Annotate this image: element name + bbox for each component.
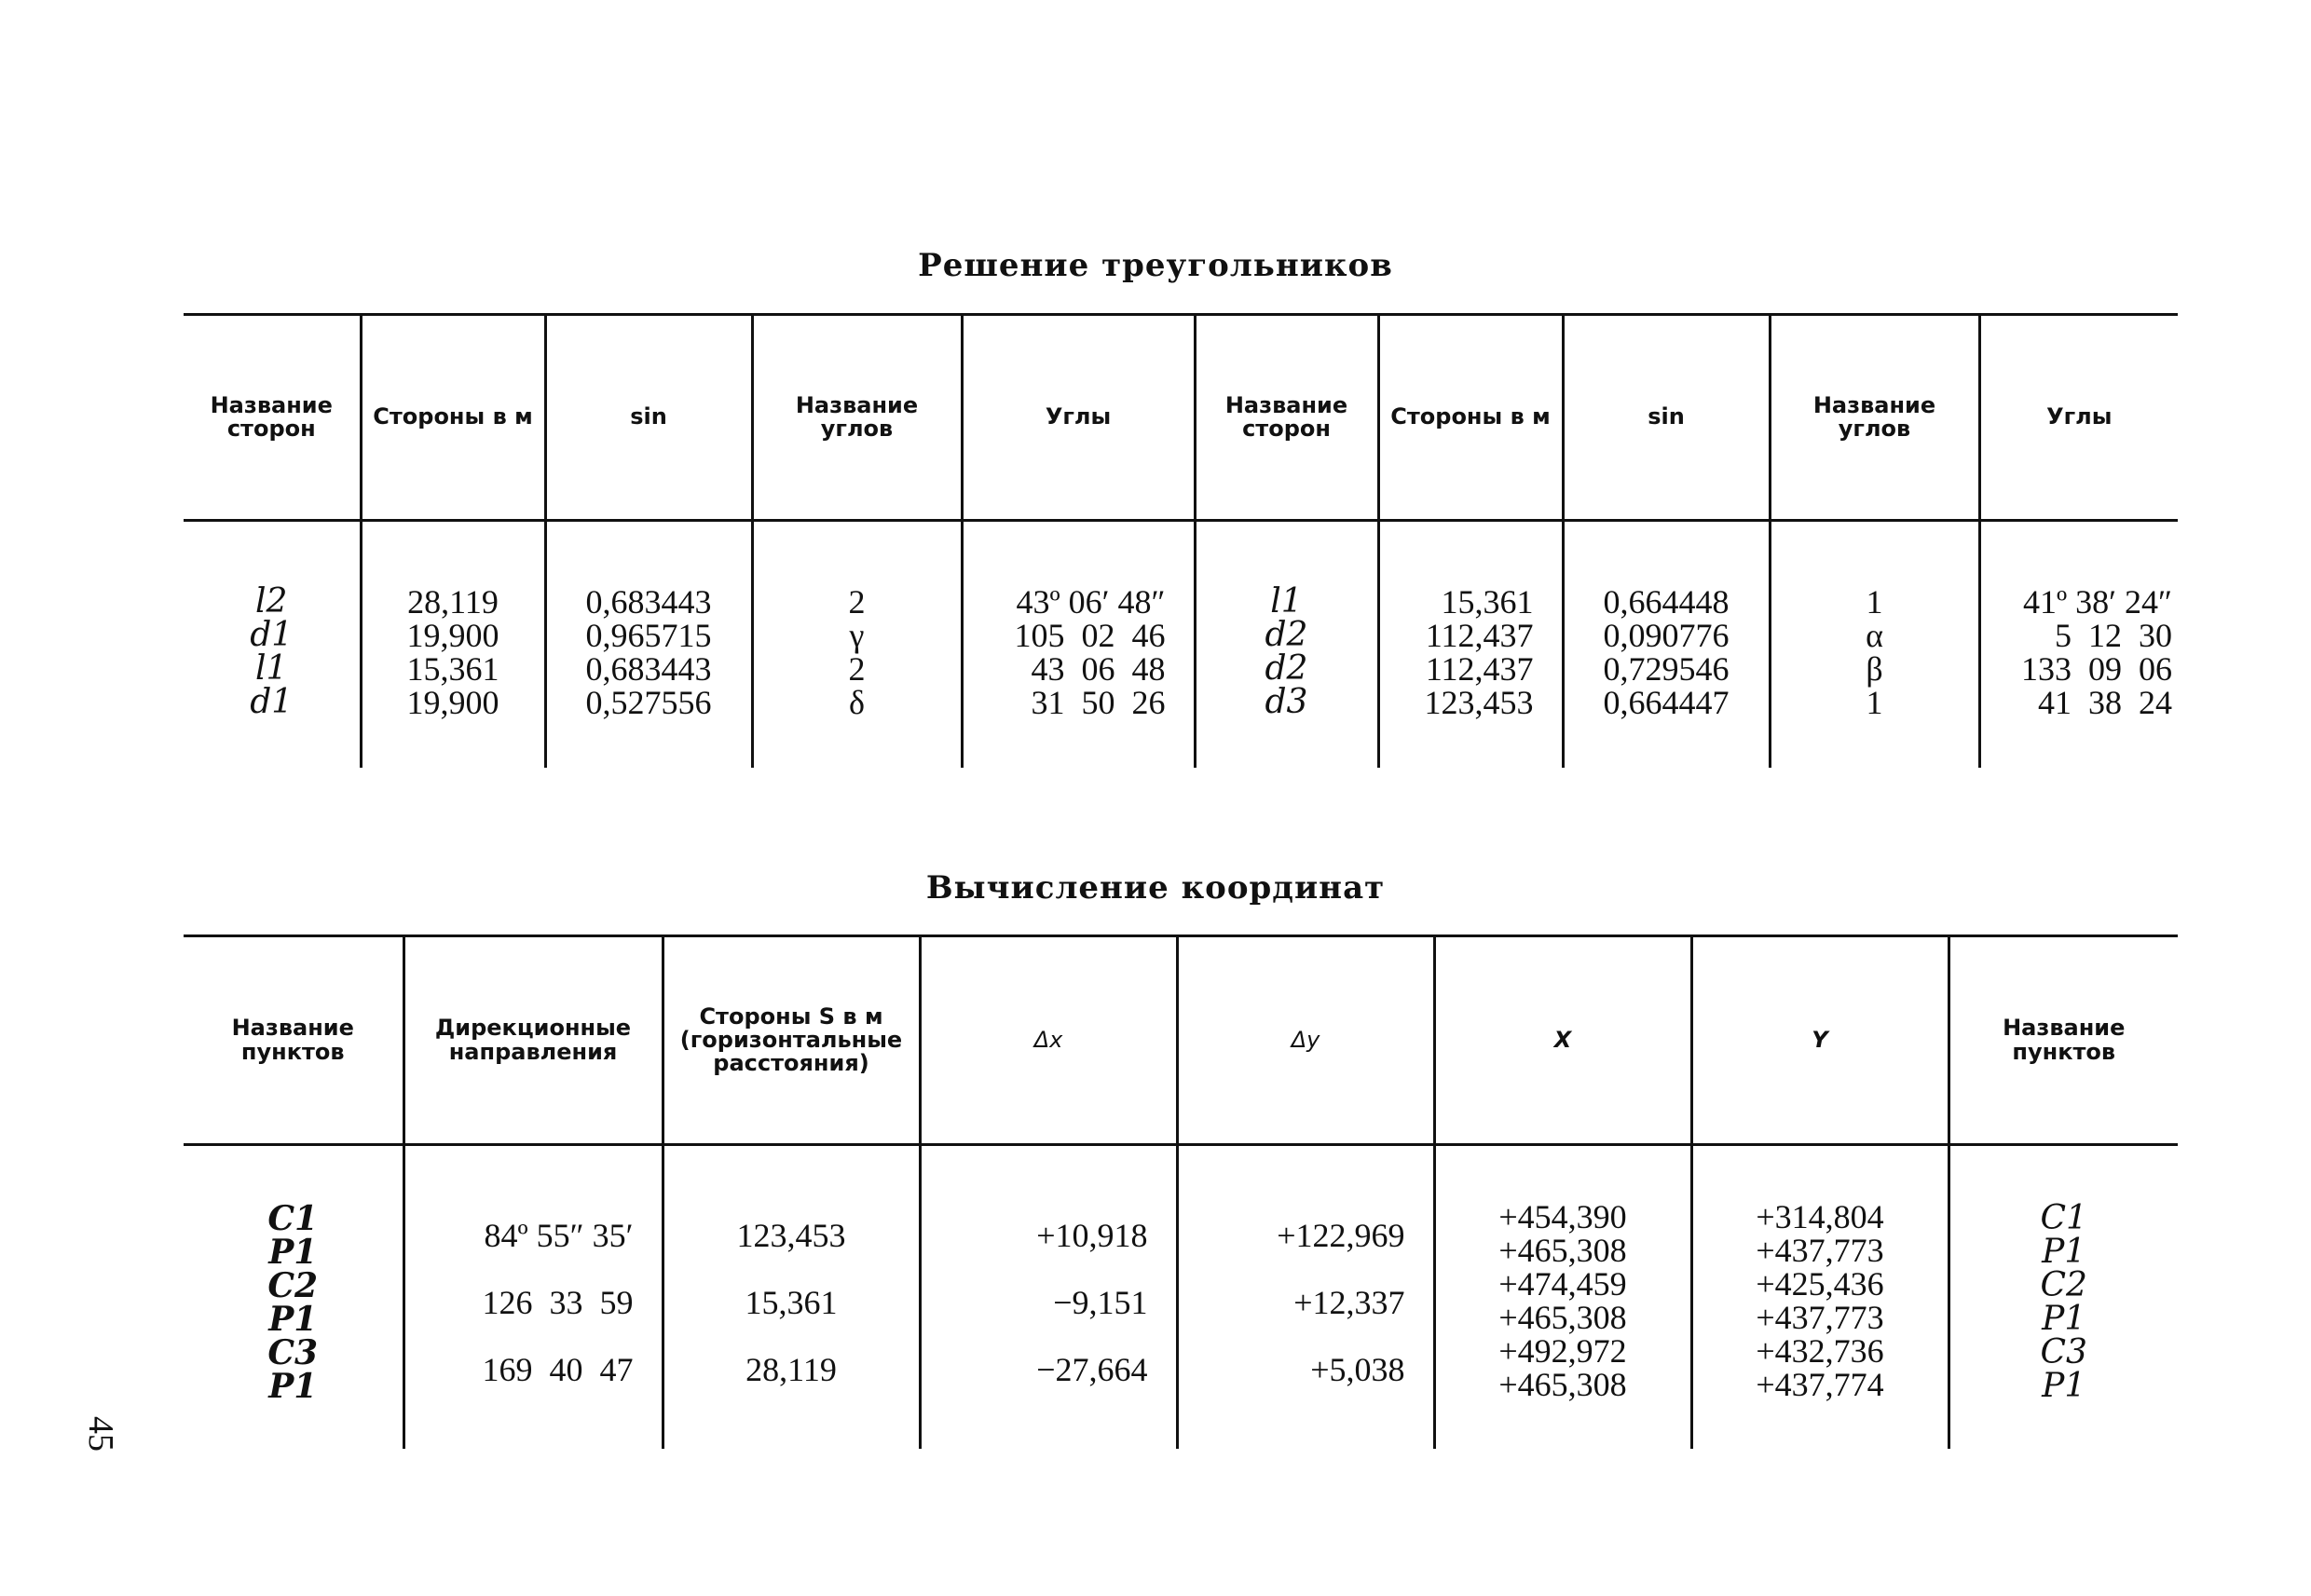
- x-cell: [1434, 1145, 1691, 1449]
- angle-name: β: [1866, 650, 1883, 688]
- header-point-name-2: Название пунктов: [1949, 936, 2178, 1145]
- x-value: +465,308: [1498, 1232, 1627, 1269]
- header-directions: Дирекционные направления: [403, 936, 663, 1145]
- side-name: d2: [1265, 616, 1308, 654]
- header-dx: Δx: [920, 936, 1177, 1145]
- header-angles-2: Углы: [1979, 315, 2178, 521]
- x-value: +454,390: [1498, 1198, 1627, 1235]
- angle-value: 43º 06′ 48″: [1016, 583, 1166, 621]
- x-value: +492,972: [1498, 1332, 1627, 1370]
- x-value: +474,459: [1498, 1265, 1627, 1303]
- side-value: 123,453: [1424, 684, 1534, 721]
- angle-name: 2: [848, 583, 866, 621]
- side-value: 112,437: [1425, 650, 1534, 688]
- side-name: l2: [255, 582, 288, 621]
- side-value: 19,900: [406, 617, 499, 654]
- side-value: 15,361: [406, 650, 499, 688]
- dx-value: −9,151: [1053, 1284, 1148, 1321]
- point-name: P1: [268, 1300, 318, 1339]
- side-name: d1: [250, 683, 294, 721]
- dy-value: +122,969: [1277, 1217, 1405, 1254]
- header-side-name: Название сторон: [184, 315, 361, 521]
- angle-name: 2: [848, 650, 866, 688]
- point-name: C3: [2040, 1333, 2087, 1371]
- direction-value: 84º 55″ 35′: [484, 1217, 634, 1254]
- header-angle-name-2: Название углов: [1770, 315, 1979, 521]
- angle-value: 5 12 30: [2055, 617, 2172, 654]
- header-sin-2: sin: [1563, 315, 1770, 521]
- triangles-title: Решение треугольников: [918, 247, 1393, 284]
- angle-name: γ: [849, 617, 865, 654]
- side-name: d1: [250, 616, 294, 654]
- header-dy: Δy: [1177, 936, 1434, 1145]
- side-value: 112,437: [1425, 617, 1534, 654]
- y-value: +425,436: [1756, 1265, 1884, 1303]
- sin-value: 0,729546: [1603, 650, 1730, 688]
- point-name: P1: [2042, 1300, 2086, 1338]
- angle-name: 1: [1866, 583, 1883, 621]
- side-name: l1: [1270, 582, 1303, 621]
- sin-value: 0,965715: [585, 617, 712, 654]
- point-name: C1: [267, 1199, 319, 1238]
- coordinates-title: Вычисление координат: [925, 869, 1386, 907]
- angle-value: 41º 38′ 24″: [2022, 583, 2172, 621]
- side-name: d2: [1265, 649, 1308, 688]
- point-name: C2: [2040, 1266, 2087, 1304]
- angle-name: δ: [849, 684, 865, 721]
- sin-value: 0,683443: [585, 583, 712, 621]
- point-name: P1: [2042, 1233, 2086, 1271]
- dx-value: +10,918: [1036, 1217, 1148, 1254]
- x-value: +465,308: [1498, 1299, 1627, 1336]
- dy-cell: [1177, 1145, 1434, 1449]
- angle-value: 43 06 48: [1031, 650, 1166, 688]
- header-sin: sin: [545, 315, 752, 521]
- header-sides-m-2: Стороны в м: [1378, 315, 1563, 521]
- point-name: C2: [267, 1266, 319, 1305]
- point-name: C1: [2040, 1199, 2087, 1237]
- side-value: 19,900: [406, 684, 499, 721]
- points-cell: [184, 1145, 403, 1449]
- direction-value: 169 40 47: [482, 1351, 634, 1388]
- page-number: 45: [81, 1416, 120, 1452]
- right-angles-cell: [1979, 521, 2178, 768]
- left-sides-cell: [361, 521, 545, 768]
- y-value: +314,804: [1756, 1198, 1884, 1235]
- dx-cell: [920, 1145, 1177, 1449]
- side-value: 15,361: [1441, 583, 1534, 621]
- header-sides-m: Стороны в м: [361, 315, 545, 521]
- sin-value: 0,090776: [1603, 617, 1730, 654]
- header-side-name-2: Название сторон: [1195, 315, 1378, 521]
- right-side-names-cell: [1195, 521, 1378, 768]
- sin-value: 0,527556: [585, 684, 712, 721]
- y-value: +432,736: [1756, 1332, 1884, 1370]
- left-sin-cell: [545, 521, 752, 768]
- triangles-table: [184, 313, 2178, 768]
- side-s-value: 123,453: [736, 1217, 846, 1254]
- header-y: Y: [1691, 936, 1949, 1145]
- left-angle-names-cell: [752, 521, 962, 768]
- angle-value: 105 02 46: [1014, 617, 1166, 654]
- sin-value: 0,683443: [585, 650, 712, 688]
- y-value: +437,773: [1756, 1232, 1884, 1269]
- left-side-names-cell: [184, 521, 361, 768]
- directions-cell: [403, 1145, 663, 1449]
- angle-value: 133 09 06: [2021, 650, 2172, 688]
- x-value: +465,308: [1498, 1366, 1627, 1403]
- points-right-cell: [1949, 1145, 2178, 1449]
- y-value: +437,773: [1756, 1299, 1884, 1336]
- side-name: l1: [255, 649, 288, 688]
- angle-value: 41 38 24: [2038, 684, 2172, 721]
- point-name: P1: [2042, 1367, 2086, 1405]
- left-angles-cell: [962, 521, 1195, 768]
- header-angle-name: Название углов: [752, 315, 962, 521]
- header-x: X: [1434, 936, 1691, 1145]
- angle-name: 1: [1866, 684, 1883, 721]
- sin-value: 0,664447: [1603, 684, 1730, 721]
- right-sin-cell: [1563, 521, 1770, 768]
- side-s-value: 15,361: [745, 1284, 838, 1321]
- direction-value: 126 33 59: [482, 1284, 634, 1321]
- sin-value: 0,664448: [1603, 583, 1730, 621]
- y-cell: [1691, 1145, 1949, 1449]
- header-point-name: Название пунктов: [184, 936, 403, 1145]
- y-value: +437,774: [1756, 1366, 1884, 1403]
- side-name: d3: [1265, 683, 1308, 721]
- header-angles: Углы: [962, 315, 1195, 521]
- angle-name: α: [1866, 617, 1883, 654]
- dx-value: −27,664: [1036, 1351, 1148, 1388]
- right-sides-cell: [1378, 521, 1563, 768]
- header-sides-s: Стороны S в м (горизонтальные расстояния): [663, 936, 920, 1145]
- dy-value: +12,337: [1293, 1284, 1405, 1321]
- angle-value: 31 50 26: [1031, 684, 1166, 721]
- point-name: C3: [267, 1333, 319, 1372]
- right-angle-names-cell: [1770, 521, 1979, 768]
- sides-s-cell: [663, 1145, 920, 1449]
- point-name: P1: [268, 1233, 318, 1272]
- dy-value: +5,038: [1310, 1351, 1405, 1388]
- coordinates-table: [184, 934, 2178, 1449]
- side-value: 28,119: [407, 583, 499, 621]
- side-s-value: 28,119: [745, 1351, 837, 1388]
- point-name: P1: [268, 1367, 318, 1406]
